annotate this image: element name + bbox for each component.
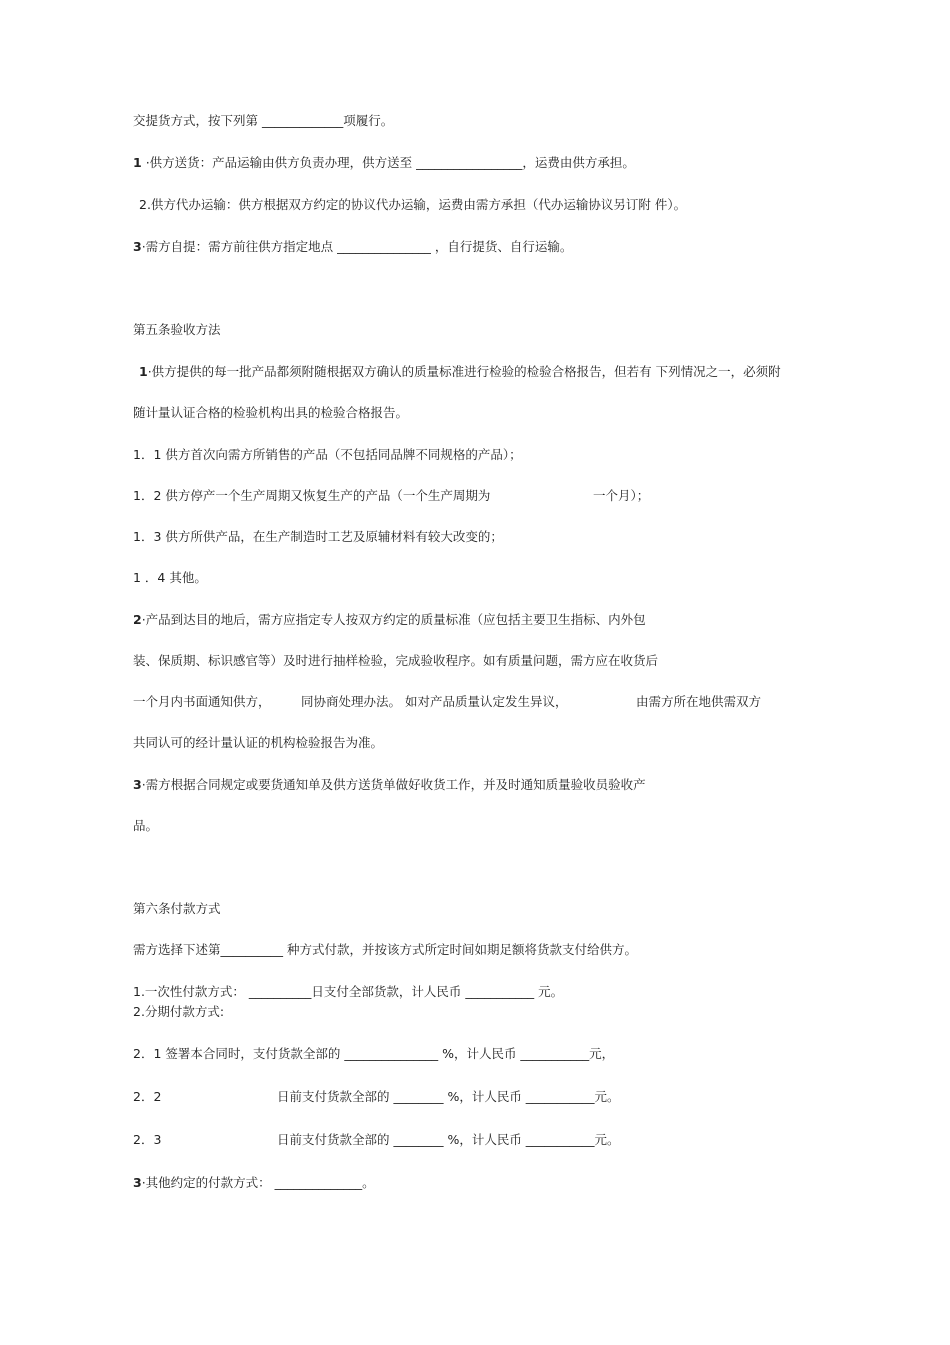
inspection-para-1-number: 1 (139, 364, 148, 379)
payment-intro: 需方选择下述第__________ 种方式付款，并按该方式所定时间如期足额将货款支付给供方。 (133, 942, 637, 957)
inspection-para-2-line-1 (133, 611, 646, 629)
inspection-sub-2-a: 1．2 供方停产一个生产周期又恢复生产的产品（一个生产周期为 (133, 488, 491, 503)
inspection-para-1-line-2: 随计量认证合格的检验机构出具的检验合格报告。 (133, 405, 409, 420)
payment-option-3-text: ·其他约定的付款方式： ______________。 (141, 1175, 375, 1190)
inspection-para-2-line-3-c: 由需方所在地供需双方 (636, 694, 762, 709)
payment-sub-2-b: 日前支付货款全部的 ________ %，计人民币 ___________元。 (277, 1089, 620, 1104)
payment-sub-2-a: 2．2 (133, 1089, 162, 1104)
inspection-heading: 第五条验收方法 (133, 322, 221, 337)
inspection-para-2-line-2: 装、保质期、标识感官等）及时进行抽样检验，完成验收程序。如有质量问题，需方应在收货后 (133, 653, 659, 668)
inspection-para-3-number: 3 (133, 777, 142, 792)
delivery-item-3-number: 3 (133, 239, 142, 254)
inspection-para-3-line-2: 品。 (133, 818, 159, 833)
delivery-item-1-number: 1 (133, 155, 142, 170)
delivery-item-1 (133, 154, 635, 172)
delivery-item-2: 2.供方代办运输：供方根据双方约定的协议代办运输，运费由需方承担（代办运输协议另订附 件）。 (139, 197, 687, 212)
payment-sub-3-b: 日前支付货款全部的 ________ %，计人民币 ___________元。 (277, 1132, 620, 1147)
payment-option-3-number: 3 (133, 1175, 142, 1190)
payment-sub-1: 2．1 签署本合同时，支付货款全部的 _______________ %，计人民币 ___________元， (133, 1046, 615, 1061)
inspection-para-2-text: ·产品到达目的地后，需方应指定专人按双方约定的质量标准（应包括主要卫生指标、内外包 (141, 612, 646, 627)
inspection-para-3-line-1 (133, 776, 646, 794)
inspection-sub-3: 1．3 供方所供产品，在生产制造时工艺及原辅材料有较大改变的； (133, 529, 503, 544)
inspection-para-3-text: ·需方根据合同规定或要货通知单及供方送货单做好收货工作，并及时通知质量验收员验收产 (141, 777, 646, 792)
delivery-item-3-text: ·需方自提：需方前往供方指定地点 _______________ ，自行提货、自行运输。 (141, 239, 573, 254)
inspection-para-2-line-4: 共同认可的经计量认证的机构检验报告为准。 (133, 735, 384, 750)
payment-option-3 (133, 1174, 375, 1192)
inspection-para-2-line-3-a: 一个月内书面通知供方， (133, 694, 271, 709)
inspection-sub-4: 1 ．4 其他。 (133, 570, 207, 585)
inspection-sub-1: 1．1 供方首次向需方所销售的产品（不包括同品牌不同规格的产品）； (133, 447, 522, 462)
payment-heading: 第六条付款方式 (133, 901, 221, 916)
inspection-sub-2-b: 一个月）； (593, 488, 650, 503)
inspection-para-2-number: 2 (133, 612, 142, 627)
payment-option-2: 2.分期付款方式: (133, 1004, 225, 1019)
payment-sub-3-a: 2．3 (133, 1132, 162, 1147)
delivery-intro: 交提货方式，按下列第 _____________项履行。 (133, 113, 394, 128)
payment-option-1: 1.一次性付款方式： __________日支付全部货款，计人民币 ___________ 元。 (133, 984, 564, 999)
delivery-item-3 (133, 238, 572, 256)
inspection-para-1-line-1 (139, 363, 781, 381)
inspection-para-1-text: ·供方提供的每一批产品都须附随根据双方确认的质量标准进行检验的检验合格报告，但若有 下列情况之一，必须附 (147, 364, 781, 379)
inspection-para-2-line-3-b: 同协商处理办法。 如对产品质量认定发生异议， (301, 694, 568, 709)
delivery-item-1-text: ·供方送货：产品运输由供方负责办理，供方送至 _________________，运费由供方承担。 (145, 155, 635, 170)
